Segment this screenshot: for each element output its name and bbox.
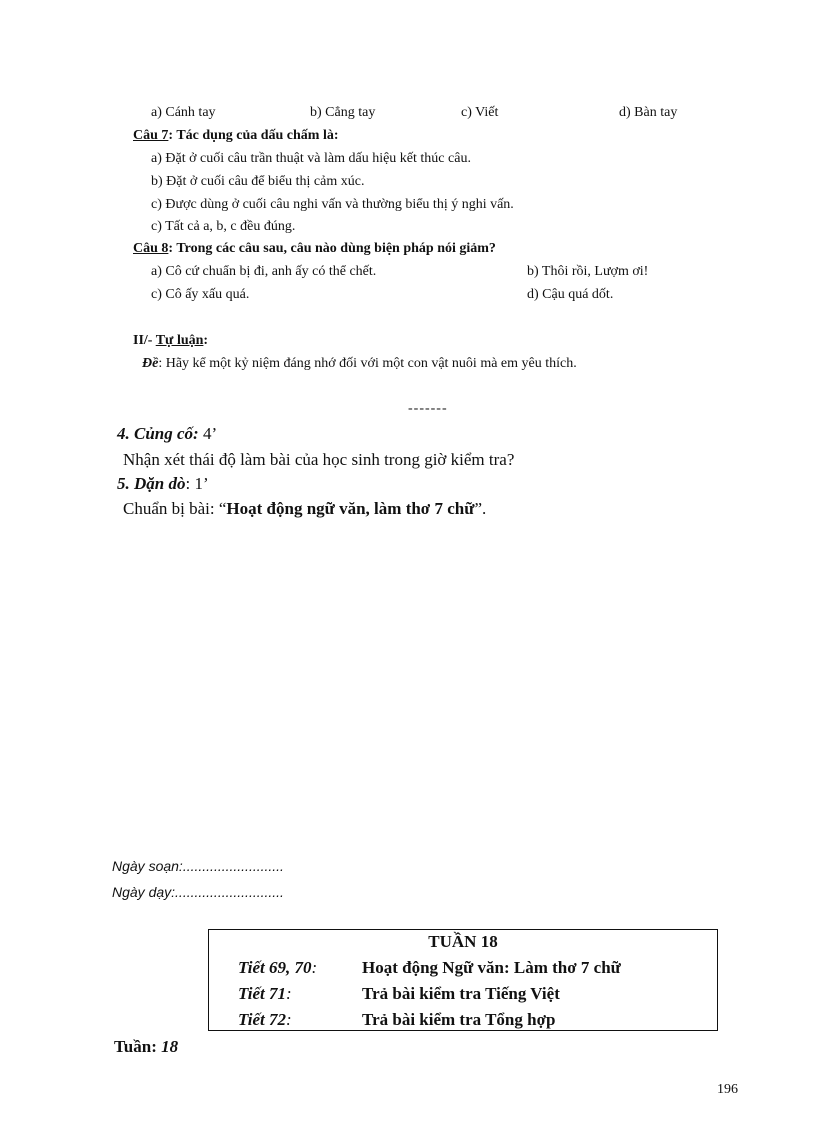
consolidation-heading xyxy=(117,424,217,444)
week-number: 18 xyxy=(161,1037,179,1056)
consolidation-title: 4. Củng cố: xyxy=(117,424,199,443)
essay-heading xyxy=(133,333,208,349)
homework-time: : 1’ xyxy=(185,474,209,493)
q7-option-b: b) Đặt ở cuối câu để biểu thị cảm xúc. xyxy=(151,174,365,189)
separator: ------- xyxy=(408,401,448,416)
q7-question xyxy=(133,128,339,144)
essay-prompt-label: Đề xyxy=(142,356,159,371)
row-1-topic: Hoạt động Ngữ văn: Làm thơ 7 chữ xyxy=(362,958,621,977)
q8-option-c: c) Cô ấy xấu quá. xyxy=(151,287,250,302)
q6-option-c: c) Viết xyxy=(461,105,499,120)
row-2-period: Tiết 71: xyxy=(238,984,292,1003)
page-number: 196 xyxy=(717,1082,738,1097)
homework-title: 5. Dặn dò xyxy=(117,474,186,493)
q7-option-a: a) Đặt ở cuối câu trần thuật và làm dấu hiệu kết thúc câu. xyxy=(151,151,471,166)
homework-heading xyxy=(117,474,209,494)
q6-option-b: b) Cẳng tay xyxy=(310,105,376,120)
q8-question xyxy=(133,241,496,257)
homework-prefix: Chuẩn bị bài: “ xyxy=(123,499,227,518)
essay-prompt-text: : Hãy kể một kỷ niệm đáng nhớ đối với một con vật nuôi mà em yêu thích. xyxy=(158,356,577,371)
date-taught: Ngày dạy:............................ xyxy=(112,884,284,900)
homework-text xyxy=(123,499,486,519)
date-prepared: Ngày soạn:.......................... xyxy=(112,858,284,874)
essay-title: Tự luận xyxy=(155,333,204,348)
q6-option-d: d) Bàn tay xyxy=(619,105,678,120)
row-3-period: Tiết 72: xyxy=(238,1010,292,1029)
row-2-topic: Trả bài kiểm tra Tiếng Việt xyxy=(362,984,560,1003)
q8-option-b: b) Thôi rồi, Lượm ơi! xyxy=(527,264,649,279)
week-schedule-box xyxy=(208,929,718,1031)
essay-prefix: II/- xyxy=(133,333,156,348)
q7-option-c: c) Được dùng ở cuối câu nghi vấn và thường biểu thị ý nghi vấn. xyxy=(151,197,514,212)
q7-text: : Tác dụng của dấu chấm là: xyxy=(168,128,339,143)
q8-label: Câu 8 xyxy=(133,241,169,256)
consolidation-time: 4’ xyxy=(198,424,218,443)
q7-option-d: c) Tất cả a, b, c đều đúng. xyxy=(151,219,296,234)
q7-label: Câu 7 xyxy=(133,128,169,143)
week-label xyxy=(114,1037,178,1057)
row-3-topic: Trả bài kiểm tra Tổng hợp xyxy=(362,1010,556,1029)
q8-option-a: a) Cô cứ chuẩn bị đi, anh ấy có thể chết. xyxy=(151,264,377,279)
homework-suffix: ”. xyxy=(474,499,487,518)
essay-prompt xyxy=(142,356,577,372)
q8-option-d: d) Cậu quá dốt. xyxy=(527,287,614,302)
consolidation-text: Nhận xét thái độ làm bài của học sinh trong giờ kiểm tra? xyxy=(123,450,515,469)
essay-colon: : xyxy=(203,333,209,348)
q8-text: : Trong các câu sau, câu nào dùng biện pháp nói giảm? xyxy=(168,241,496,256)
row-1-period: Tiết 69, 70: xyxy=(238,958,318,977)
homework-lesson: Hoạt động ngữ văn, làm thơ 7 chữ xyxy=(226,499,475,518)
week-box-title: TUẦN 18 xyxy=(428,932,498,951)
q6-option-a: a) Cánh tay xyxy=(151,105,216,120)
week-label-text: Tuần: xyxy=(114,1037,162,1056)
